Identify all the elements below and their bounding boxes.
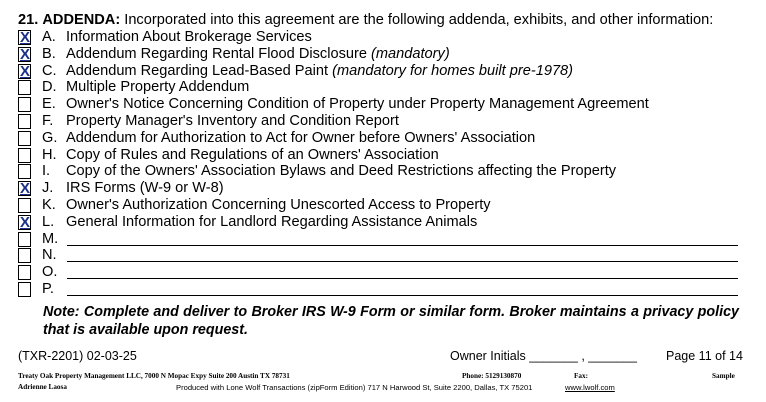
addendum-checkbox[interactable] [18, 248, 31, 263]
addendum-letter: E. [42, 96, 56, 113]
addendum-row [18, 164, 748, 181]
addendum-checkbox[interactable] [18, 232, 31, 247]
addendum-label [66, 29, 312, 46]
addendum-letter: O. [42, 264, 58, 281]
addendum-letter: K. [42, 197, 56, 213]
check-mark: X [20, 45, 31, 63]
addendum-letter: M. [42, 230, 59, 247]
addendum-blank-field[interactable] [67, 261, 738, 262]
addendum-text: Owner's Authorization Concerning Unescorted Access to Property [66, 197, 491, 213]
addendum-letter: A. [42, 29, 56, 45]
addendum-checkbox[interactable] [18, 164, 31, 179]
addendum-text: Owner's Notice Concerning Condition of Property under Property Management Agreement [66, 96, 649, 113]
addendum-note: (mandatory) [371, 45, 450, 62]
addendum-label [66, 180, 224, 197]
addendum-blank-field[interactable] [67, 245, 738, 246]
addendum-text: General Information for Landlord Regarding Assistance Animals [66, 213, 478, 230]
addendum-checkbox[interactable] [18, 215, 31, 230]
addendum-label [66, 197, 491, 214]
addendum-letter: B. [42, 45, 56, 62]
addendum-label [66, 113, 399, 130]
addendum-letter: J. [42, 180, 54, 197]
check-mark: X [20, 180, 31, 198]
addendum-label [66, 79, 249, 96]
addendum-text: Addendum for Authorization to Act for Owner before Owners' Association [66, 129, 536, 146]
addendum-checkbox[interactable] [18, 131, 31, 146]
section-heading [18, 11, 713, 29]
section-number: 21. [18, 12, 39, 28]
check-mark: X [20, 29, 31, 46]
addendum-text: Property Manager's Inventory and Condition Report [66, 113, 399, 129]
addendum-label [66, 147, 439, 164]
addendum-label [66, 214, 477, 231]
addendum-row [18, 114, 748, 131]
addendum-text: Information About Brokerage Services [66, 29, 312, 45]
page-number: Page 11 of 14 [666, 349, 743, 363]
addendum-letter: P. [42, 281, 54, 297]
addendum-label [66, 63, 573, 80]
addendum-text: Addendum Regarding Rental Flood Disclosure [66, 45, 372, 62]
sample-label: Sample [712, 372, 735, 380]
addendum-checkbox[interactable] [18, 181, 31, 196]
addendum-checkbox[interactable] [18, 30, 31, 45]
addendum-row [18, 181, 748, 198]
company-info: Treaty Oak Property Management LLC, 7000 N Mopac Expy Suite 200 Austin TX 78731 [18, 372, 290, 380]
addendum-label [66, 163, 616, 180]
addendum-checkbox[interactable] [18, 265, 31, 280]
check-mark: X [20, 62, 31, 80]
addendum-row [18, 265, 748, 282]
addendum-row [18, 47, 748, 64]
addendum-checkbox[interactable] [18, 148, 31, 163]
section-intro: Incorporated into this agreement are the following addenda, exhibits, and other information: [124, 12, 714, 28]
addendum-letter: G. [42, 129, 58, 146]
phone-number: Phone: 5129130870 [462, 372, 522, 380]
addendum-checkbox[interactable] [18, 47, 31, 62]
addendum-blank-field[interactable] [67, 278, 738, 279]
addendum-label [66, 130, 535, 147]
addendum-checkbox[interactable] [18, 114, 31, 129]
addendum-checkbox[interactable] [18, 80, 31, 95]
addendum-checkbox[interactable] [18, 97, 31, 112]
addendum-row [18, 131, 748, 148]
addendum-text: Copy of the Owners' Association Bylaws and Deed Restrictions affecting the Property [66, 163, 617, 180]
addendum-row [18, 97, 748, 114]
addendum-letter: N. [42, 247, 57, 264]
addendum-blank-field[interactable] [67, 295, 738, 296]
addendum-row [18, 64, 748, 81]
addendum-checkbox[interactable] [18, 198, 31, 213]
addendum-letter: F. [42, 113, 54, 129]
addendum-row [18, 198, 748, 215]
addendum-row [18, 148, 748, 165]
broker-note: Note: Complete and deliver to Broker IRS W-9 Form or similar form. Broker maintains a privacy policy that is available upon request. [43, 304, 739, 338]
addendum-label [66, 46, 450, 63]
addendum-row [18, 80, 748, 97]
addendum-checkbox[interactable] [18, 282, 31, 297]
addendum-letter: H. [42, 146, 57, 163]
addendum-row [18, 232, 748, 249]
addendum-row [18, 215, 748, 232]
owner-initials: Owner Initials _______ , _______ [450, 349, 637, 363]
fax-number: Fax: [574, 372, 588, 380]
addendum-letter: I. [42, 163, 51, 180]
addendum-row [18, 248, 748, 265]
addendum-letter: D. [42, 79, 57, 96]
addendum-text: Copy of Rules and Regulations of an Owners' Association [66, 146, 439, 163]
addendum-checkbox[interactable] [18, 64, 31, 79]
addendum-text: Addendum Regarding Lead-Based Paint [66, 62, 333, 79]
produced-by: Produced with Lone Wolf Transactions (zipForm Edition) 717 N Harwood St, Suite 2200, Dallas, TX 75201 [176, 383, 533, 392]
addendum-label [66, 96, 649, 113]
form-id: (TXR-2201) 02-03-25 [18, 349, 137, 363]
website-link[interactable]: www.lwolf.com [565, 383, 615, 392]
addendum-letter: C. [42, 62, 57, 79]
addendum-row [18, 30, 748, 47]
agent-name: Adrienne Laosa [18, 383, 67, 391]
addendum-text: Multiple Property Addendum [66, 79, 250, 96]
addendum-note: (mandatory for homes built pre-1978) [332, 62, 574, 79]
addendum-row [18, 282, 748, 299]
addendum-letter: L. [42, 213, 55, 230]
check-mark: X [20, 213, 31, 231]
section-title: ADDENDA: [42, 12, 121, 28]
addendum-text: IRS Forms (W-9 or W-8) [66, 180, 224, 197]
